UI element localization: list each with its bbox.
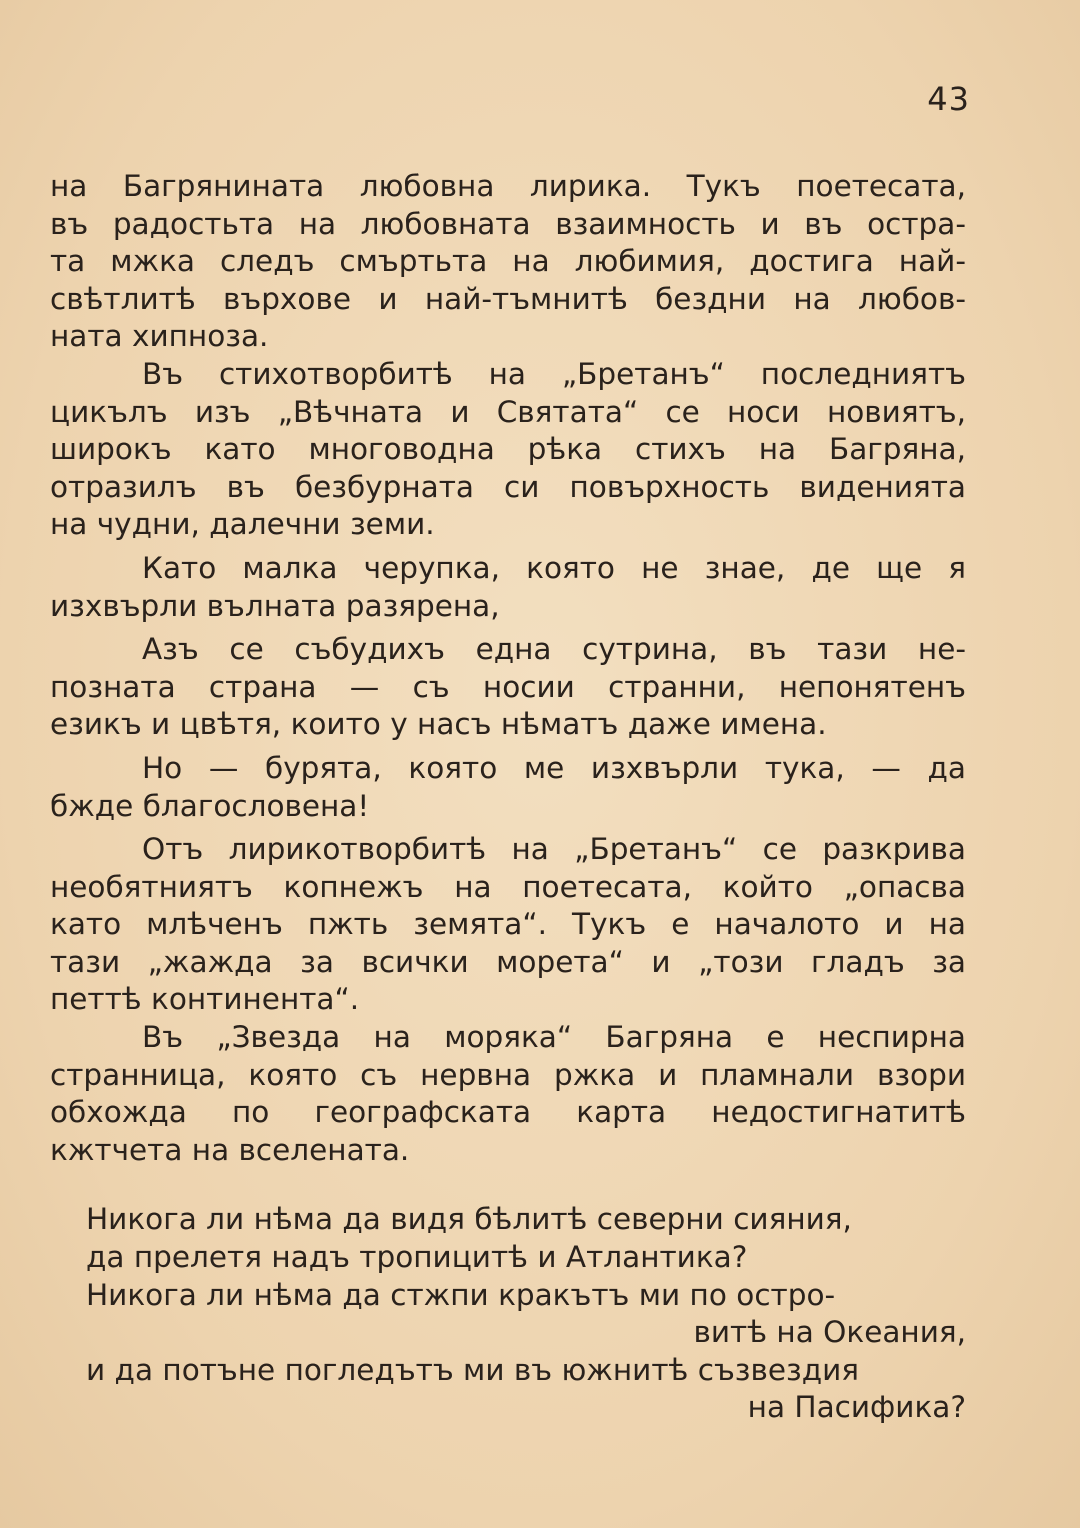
text-line: изхвърли вълната разярена,: [50, 588, 500, 623]
poem-line: на Пасифика?: [747, 1390, 966, 1425]
text-line: бжде благословена!: [50, 788, 370, 823]
text-line: необятниятъ копнежъ на поетесата, който „опасва: [50, 869, 966, 904]
text-line: обхожда по географската карта недостигнатитѣ: [50, 1095, 966, 1130]
text-line: Но — бурята, която ме изхвърли тука, — да: [142, 750, 966, 785]
poem-line: Никога ли нѣма да стжпи кракътъ ми по остро-: [86, 1277, 836, 1312]
poem-line: Никога ли нѣма да видя бѣлитѣ северни сияния,: [86, 1202, 852, 1237]
text-line: въ радостьта на любовната взаимность и въ остра-: [50, 206, 966, 241]
text-line: позната страна — съ носии странни, непонятенъ: [50, 669, 966, 704]
text-line: Азъ се събудихъ една сутрина, въ тази не-: [142, 632, 966, 667]
text-line: на Багрянината любовна лирика. Тукъ поетесата,: [50, 169, 966, 203]
poem-quote: [50, 1201, 966, 1427]
poem-line: да прелетя надъ тропицитѣ и Атлантика?: [86, 1240, 748, 1275]
paragraph: [50, 168, 966, 356]
paragraph: [50, 356, 966, 544]
quoted-paragraph: [50, 750, 966, 825]
text-line: свѣтлитѣ върхове и най-тъмнитѣ бездни на любов-: [50, 281, 966, 316]
text-line: ната хипноза.: [50, 319, 269, 354]
text-line: кжтчета на вселената.: [50, 1132, 410, 1167]
page-number: 43: [927, 80, 970, 118]
text-line: отразилъ въ безбурната си повърхность виденията: [50, 469, 966, 504]
text-line: тази „жажда за всички морета“ и „този гладъ за: [50, 944, 966, 979]
text-line: Въ „Звезда на моряка“ Багряна е неспирна: [142, 1020, 966, 1055]
text-line: цикълъ изъ „Вѣчната и Святата“ се носи новиятъ,: [50, 394, 966, 429]
poem-line: и да потъне погледътъ ми въ южнитѣ съзвездия: [86, 1352, 860, 1387]
paragraph: [50, 1019, 966, 1169]
text-line: като млѣченъ пжть земята“. Тукъ е началото и на: [50, 907, 966, 942]
text-line: Като малка черупка, която не знае, де ще я: [142, 550, 966, 585]
text-line: на чудни, далечни земи.: [50, 507, 435, 542]
quoted-paragraph: [50, 550, 966, 625]
paragraph: [50, 831, 966, 1019]
text-line: езикъ и цвѣтя, които у насъ нѣматъ даже имена.: [50, 707, 827, 742]
text-line: широкъ като многоводна рѣка стихъ на Багряна,: [50, 432, 966, 467]
text-line: странница, която съ нервна ржка и пламнали взори: [50, 1057, 966, 1092]
text-line: Отъ лирикотворбитѣ на „Бретанъ“ се разкрива: [142, 832, 966, 867]
quoted-paragraph: [50, 631, 966, 744]
page-body: [50, 168, 966, 1427]
text-line: Въ стихотворбитѣ на „Бретанъ“ последниятъ: [142, 356, 966, 391]
text-line: петтѣ континента“.: [50, 982, 360, 1017]
poem-line: витѣ на Океания,: [693, 1315, 966, 1350]
text-line: та мжка следъ смъртьта на любимия, достига най-: [50, 244, 966, 279]
